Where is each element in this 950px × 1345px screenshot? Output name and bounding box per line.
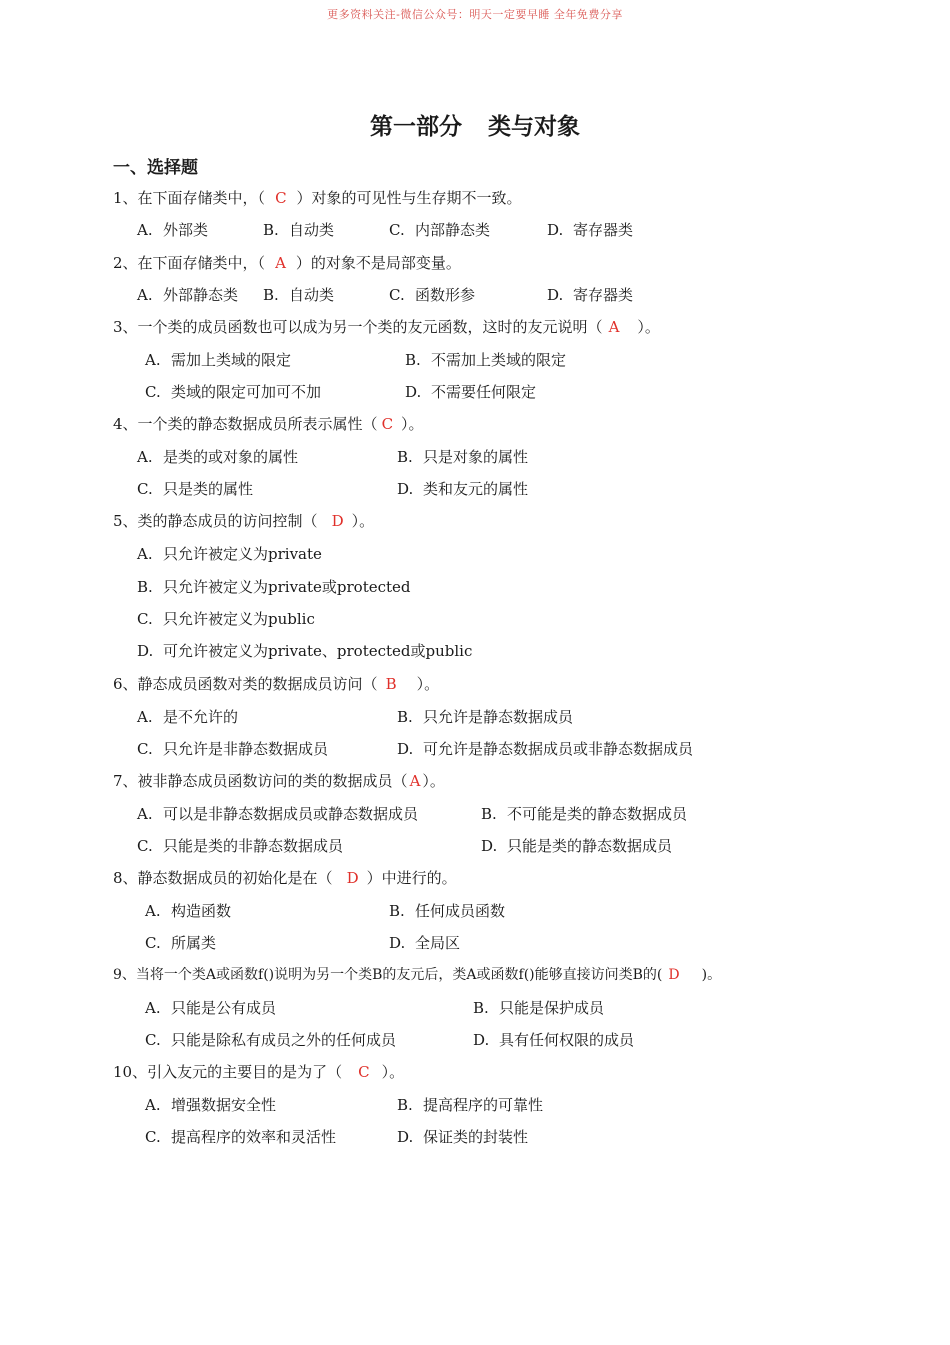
option-b xyxy=(405,349,566,371)
option-letter: D. xyxy=(397,1128,414,1146)
option-letter: D. xyxy=(389,934,406,952)
option-text: 是不允许的 xyxy=(163,708,239,726)
question-number: 2、 xyxy=(113,254,138,272)
answer-mark: A xyxy=(409,772,421,790)
question-stem-after: ）。 xyxy=(637,318,660,336)
option-letter: B. xyxy=(263,221,279,239)
option-letter: B. xyxy=(397,448,413,466)
question-9 xyxy=(113,964,721,986)
option-text: 不可能是类的静态数据成员 xyxy=(507,805,688,823)
option-d xyxy=(405,381,536,403)
option-text: 寄存器类 xyxy=(573,286,634,304)
question-number: 9、 xyxy=(113,967,136,983)
option-c xyxy=(389,219,490,241)
answer-mark: B xyxy=(385,675,397,693)
option-c xyxy=(137,835,343,857)
option-text: 只允许被定义为private xyxy=(163,545,322,563)
option-text: 只能是公有成员 xyxy=(171,999,277,1017)
option-d xyxy=(481,835,672,857)
option-letter: C. xyxy=(145,383,161,401)
option-text: 所属类 xyxy=(171,934,217,952)
option-letter: D. xyxy=(547,221,564,239)
question-stem-after: ）的对象不是局部变量。 xyxy=(295,254,461,272)
question-stem-before: 当将一个类A或函数f()说明为另一个类B的友元后，类A或函数f()能够直接访问类B的( xyxy=(135,967,663,983)
option-text: 需加上类域的限定 xyxy=(171,351,292,369)
question-number: 4、 xyxy=(113,415,138,433)
question-stem-before: 在下面存储类中，（ xyxy=(137,189,266,207)
option-letter: B. xyxy=(137,578,153,596)
option-text: 增强数据安全性 xyxy=(171,1096,277,1114)
question-number: 5、 xyxy=(113,512,138,530)
option-b xyxy=(473,997,604,1019)
option-a xyxy=(137,706,238,728)
option-letter: D. xyxy=(473,1031,490,1049)
question-stem-before: 被非静态成员函数访问的类的数据成员（ xyxy=(137,772,408,790)
option-d xyxy=(137,640,472,662)
option-d xyxy=(397,478,528,500)
option-letter: C. xyxy=(137,610,153,628)
question-stem-before: 静态成员函数对类的数据成员访问（ xyxy=(137,675,378,693)
option-b xyxy=(481,803,687,825)
option-text: 只能是保护成员 xyxy=(499,999,605,1017)
option-c xyxy=(145,1126,336,1148)
option-letter: A. xyxy=(145,1096,161,1114)
option-letter: A. xyxy=(145,902,161,920)
option-b xyxy=(397,706,573,728)
answer-mark: A xyxy=(275,254,286,272)
option-letter: A. xyxy=(137,805,153,823)
option-letter: B. xyxy=(263,286,279,304)
option-text: 类和友元的属性 xyxy=(423,480,529,498)
question-6 xyxy=(113,673,439,695)
option-b xyxy=(389,900,505,922)
question-10 xyxy=(113,1061,404,1083)
option-text: 全局区 xyxy=(415,934,461,952)
option-letter: A. xyxy=(137,448,153,466)
option-text: 提高程序的效率和灵活性 xyxy=(171,1128,337,1146)
option-letter: D. xyxy=(397,740,414,758)
option-text: 外部静态类 xyxy=(163,286,239,304)
question-number: 8、 xyxy=(113,869,138,887)
option-letter: A. xyxy=(137,545,153,563)
option-letter: D. xyxy=(405,383,422,401)
option-letter: C. xyxy=(145,934,161,952)
option-c xyxy=(137,478,253,500)
option-a xyxy=(145,349,291,371)
option-b xyxy=(263,284,334,306)
option-text: 只允许是静态数据成员 xyxy=(423,708,574,726)
option-d xyxy=(547,284,633,306)
question-number: 10、 xyxy=(113,1063,148,1081)
option-text: 可允许被定义为private、protected或public xyxy=(163,642,473,660)
option-a xyxy=(137,219,208,241)
question-number: 1、 xyxy=(113,189,138,207)
option-a xyxy=(137,284,238,306)
question-stem-after: ）。 xyxy=(422,772,445,790)
option-text: 不需要任何限定 xyxy=(431,383,537,401)
option-letter: D. xyxy=(547,286,564,304)
option-text: 只是对象的属性 xyxy=(423,448,529,466)
option-letter: C. xyxy=(145,1031,161,1049)
question-stem-before: 引入友元的主要目的是为了（ xyxy=(147,1063,343,1081)
section-heading: 一、选择题 xyxy=(113,158,198,178)
option-c xyxy=(145,1029,396,1051)
question-stem-before: 一个类的静态数据成员所表示属性（ xyxy=(137,415,378,433)
option-c xyxy=(145,381,321,403)
option-letter: D. xyxy=(137,642,154,660)
option-text: 内部静态类 xyxy=(415,221,491,239)
option-text: 只是类的属性 xyxy=(163,480,254,498)
option-d xyxy=(547,219,633,241)
option-a xyxy=(145,997,276,1019)
question-stem-before: 静态数据成员的初始化是在（ xyxy=(137,869,333,887)
option-letter: A. xyxy=(137,286,153,304)
option-letter: A. xyxy=(145,999,161,1017)
option-text: 保证类的封装性 xyxy=(423,1128,529,1146)
question-stem-after: ）。 xyxy=(416,675,440,693)
option-letter: C. xyxy=(137,480,153,498)
option-d xyxy=(397,738,693,760)
question-number: 3、 xyxy=(113,318,138,336)
option-letter: A. xyxy=(145,351,161,369)
question-stem-after: ）。 xyxy=(401,415,424,433)
question-4 xyxy=(113,413,424,435)
option-text: 可允许是静态数据成员或非静态数据成员 xyxy=(423,740,694,758)
option-d xyxy=(397,1126,528,1148)
option-d xyxy=(389,932,460,954)
option-text: 任何成员函数 xyxy=(415,902,506,920)
option-letter: B. xyxy=(405,351,421,369)
question-number: 6、 xyxy=(113,675,138,693)
option-text: 提高程序的可靠性 xyxy=(423,1096,544,1114)
option-letter: B. xyxy=(481,805,497,823)
option-text: 类域的限定可加可不加 xyxy=(171,383,322,401)
question-stem-after: ）对象的可见性与生存期不一致。 xyxy=(296,189,522,207)
option-letter: C. xyxy=(137,740,153,758)
option-text: 自动类 xyxy=(289,286,335,304)
option-a xyxy=(137,543,322,565)
promo-banner: 更多资料关注-微信公众号：明天一定要早睡 全年免费分享 xyxy=(327,8,623,21)
answer-mark: C xyxy=(358,1063,370,1081)
option-text: 不需加上类域的限定 xyxy=(431,351,567,369)
option-letter: D. xyxy=(397,480,414,498)
question-2 xyxy=(113,252,461,274)
answer-mark: D xyxy=(346,869,359,887)
answer-mark: C xyxy=(275,189,287,207)
option-letter: C. xyxy=(145,1128,161,1146)
option-a xyxy=(137,803,418,825)
option-text: 只能是除私有成员之外的任何成员 xyxy=(171,1031,397,1049)
option-b xyxy=(397,446,528,468)
option-letter: A. xyxy=(137,708,153,726)
option-b xyxy=(397,1094,543,1116)
option-text: 可以是非静态数据成员或静态数据成员 xyxy=(163,805,419,823)
answer-mark: C xyxy=(381,415,394,433)
question-stem-before: 类的静态成员的访问控制（ xyxy=(137,512,318,530)
title-topic: 类与对象 xyxy=(488,113,580,140)
option-text: 具有任何权限的成员 xyxy=(499,1031,635,1049)
option-c xyxy=(137,608,315,630)
question-stem-after: ）。 xyxy=(381,1063,405,1081)
option-a xyxy=(145,900,231,922)
question-5 xyxy=(113,510,374,532)
option-text: 是类的或对象的属性 xyxy=(163,448,299,466)
option-text: 只允许被定义为public xyxy=(163,610,315,628)
option-d xyxy=(473,1029,634,1051)
option-c xyxy=(389,284,475,306)
option-text: 只允许是非静态数据成员 xyxy=(163,740,329,758)
option-letter: B. xyxy=(473,999,489,1017)
question-stem-after: )。 xyxy=(701,967,722,983)
option-text: 函数形参 xyxy=(415,286,476,304)
option-text: 外部类 xyxy=(163,221,209,239)
option-c xyxy=(137,738,328,760)
option-a xyxy=(137,446,298,468)
question-stem-after: ）。 xyxy=(351,512,375,530)
option-text: 构造函数 xyxy=(171,902,232,920)
option-text: 只允许被定义为private或protected xyxy=(163,578,411,596)
option-letter: C. xyxy=(389,221,405,239)
option-letter: B. xyxy=(389,902,405,920)
question-stem-before: 一个类的成员函数也可以成为另一个类的友元函数，这时的友元说明（ xyxy=(137,318,603,336)
option-letter: B. xyxy=(397,708,413,726)
option-c xyxy=(145,932,216,954)
option-text: 只能是类的非静态数据成员 xyxy=(163,837,344,855)
answer-mark: D xyxy=(668,967,680,983)
option-letter: C. xyxy=(137,837,153,855)
option-b xyxy=(137,576,411,598)
option-letter: D. xyxy=(481,837,498,855)
question-7 xyxy=(113,770,445,792)
question-3 xyxy=(113,316,660,338)
question-number: 7、 xyxy=(113,772,138,790)
option-a xyxy=(145,1094,276,1116)
question-8 xyxy=(113,867,457,889)
option-b xyxy=(263,219,334,241)
option-text: 只能是类的静态数据成员 xyxy=(507,837,673,855)
option-letter: B. xyxy=(397,1096,413,1114)
answer-mark: A xyxy=(608,318,620,336)
answer-mark: D xyxy=(331,512,344,530)
option-text: 自动类 xyxy=(289,221,335,239)
question-stem-after: ）中进行的。 xyxy=(366,869,457,887)
option-text: 寄存器类 xyxy=(573,221,634,239)
question-stem-before: 在下面存储类中，（ xyxy=(137,254,266,272)
page-title xyxy=(0,108,950,141)
option-letter: A. xyxy=(137,221,153,239)
option-letter: C. xyxy=(389,286,405,304)
question-1 xyxy=(113,187,522,209)
title-part: 第一部分 xyxy=(370,113,462,140)
